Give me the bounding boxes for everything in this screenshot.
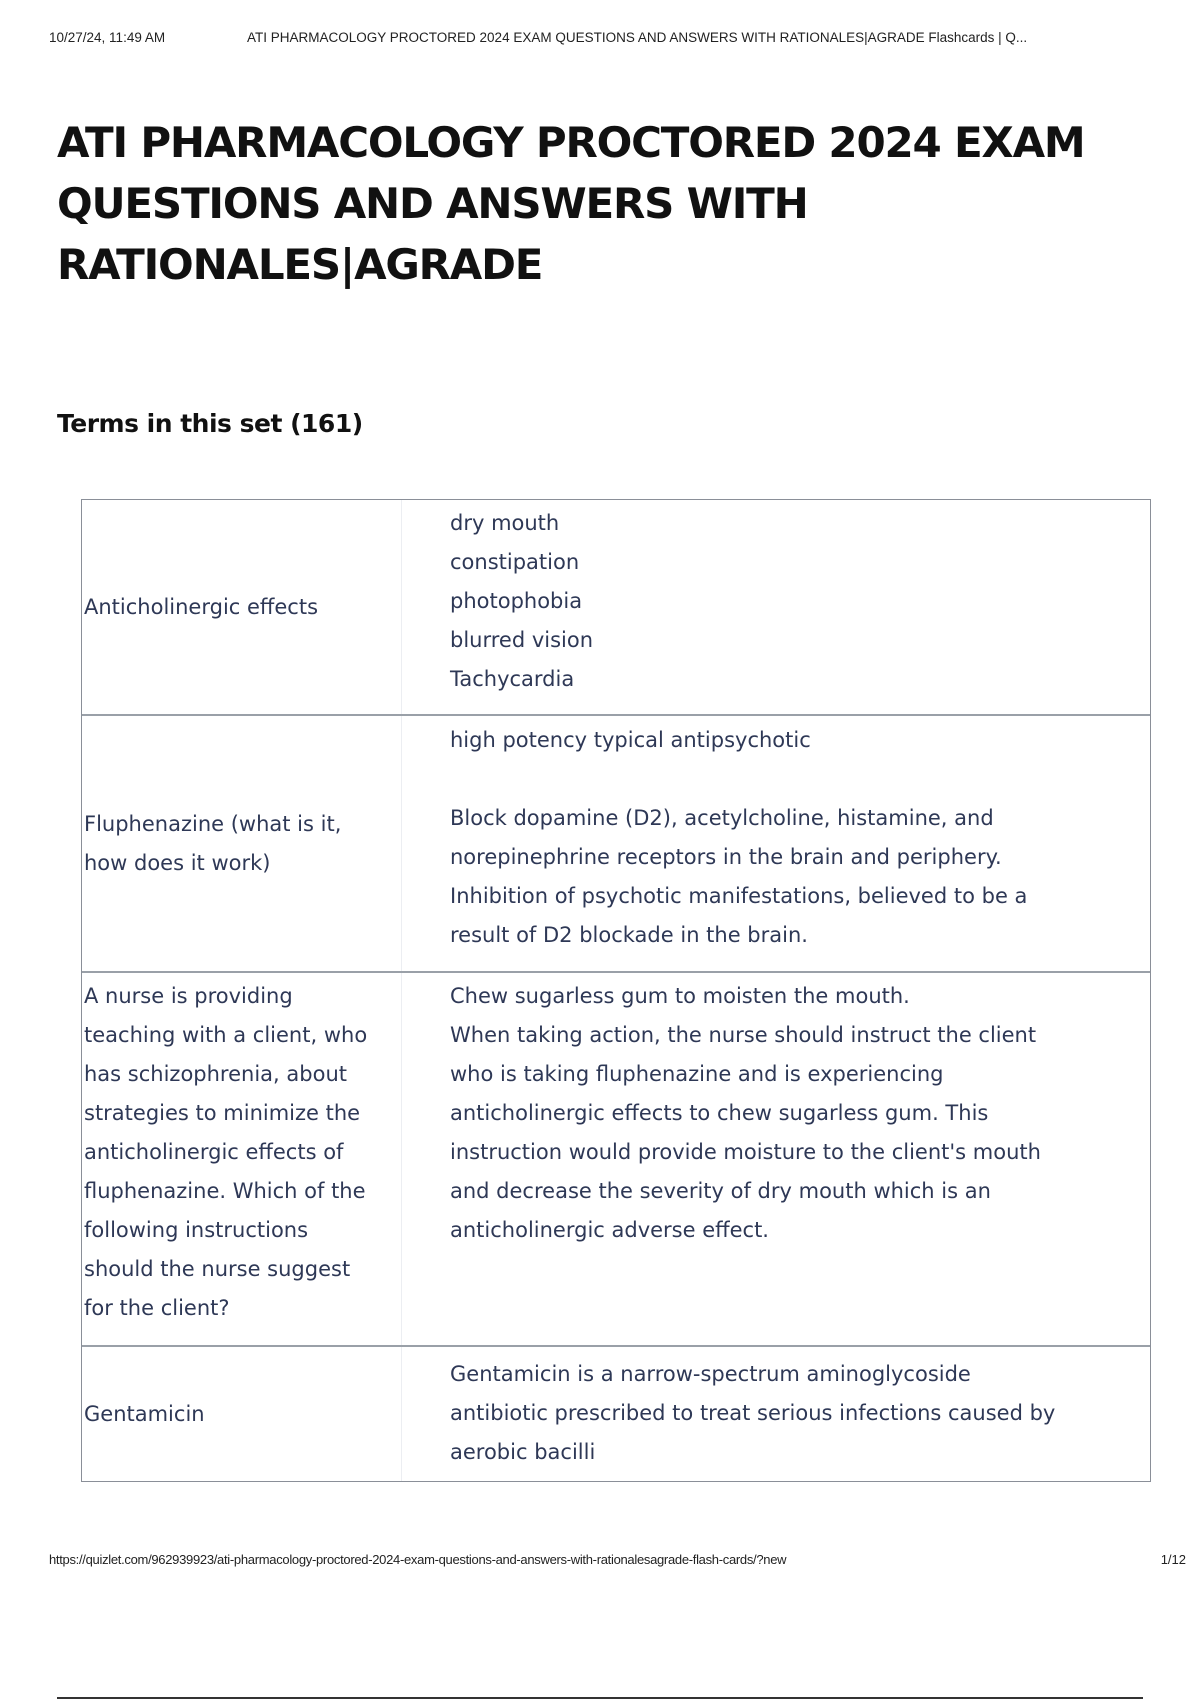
card-definition	[402, 500, 1150, 714]
page-title: ATI PHARMACOLOGY PROCTORED 2024 EXAM QUESTIONS AND ANSWERS WITH RATIONALES|AGRADE	[57, 118, 1085, 289]
definition-line: photophobia	[450, 589, 583, 613]
print-url: https://quizlet.com/962939923/ati-pharmacology-proctored-2024-exam-questions-and-answers-with-rationalesagrade-flash-cards/?new	[49, 1552, 787, 1567]
card-definition	[402, 716, 1150, 971]
definition-line: high potency typical antipsychotic	[450, 728, 811, 752]
flashcard-row	[82, 500, 1150, 714]
print-doc-title: ATI PHARMACOLOGY PROCTORED 2024 EXAM QUESTIONS AND ANSWERS WITH RATIONALES|AGRADE Flashcards | Q...	[247, 30, 1028, 45]
definition-line: When taking action, the nurse should instruct the client who is taking fluphenazine and is experiencing anticholinergic effects to chew sugarless gum. This instruction would provide moisture to the client's mouth and decrease the severity of dry mouth which is an anticholinergic adverse effect.	[450, 1023, 1041, 1242]
print-datetime: 10/27/24, 11:49 AM	[49, 30, 166, 45]
definition-line: Block dopamine (D2), acetylcholine, histamine, and norepinephrine receptors in the brain and periphery. Inhibition of psychotic manifestations, believed to be a result of D2 blockade in the brain.	[450, 806, 1028, 947]
flashcard-row	[82, 971, 1150, 1345]
definition-line: blurred vision	[450, 628, 594, 652]
flashcard-table	[81, 499, 1151, 1482]
definition-line: Chew sugarless gum to moisten the mouth.	[450, 984, 910, 1008]
card-term: Anticholinergic effects	[82, 500, 402, 714]
flashcard-row	[82, 714, 1150, 971]
card-term: Gentamicin	[82, 1347, 402, 1481]
definition-line: dry mouth	[450, 511, 560, 535]
card-term: A nurse is providing teaching with a client, who has schizophrenia, about strategies to minimize the anticholinergic effects of fluphenazine. Which of the following instructions should the nurse suggest for the client?	[82, 973, 402, 1345]
definition-line: constipation	[450, 550, 580, 574]
flashcard-row	[82, 1345, 1150, 1481]
card-term: Fluphenazine (what is it, how does it work)	[82, 716, 402, 971]
definition-line	[450, 760, 1070, 799]
definition-line: Tachycardia	[450, 667, 575, 691]
definition-line: Gentamicin is a narrow-spectrum aminoglycoside antibiotic prescribed to treat serious infections caused by aerobic bacilli	[450, 1362, 1056, 1464]
page-number: 1/12	[1160, 1552, 1186, 1567]
terms-heading: Terms in this set (161)	[57, 409, 363, 438]
page-divider	[57, 1697, 1143, 1699]
card-definition	[402, 973, 1150, 1345]
card-definition	[402, 1347, 1150, 1481]
